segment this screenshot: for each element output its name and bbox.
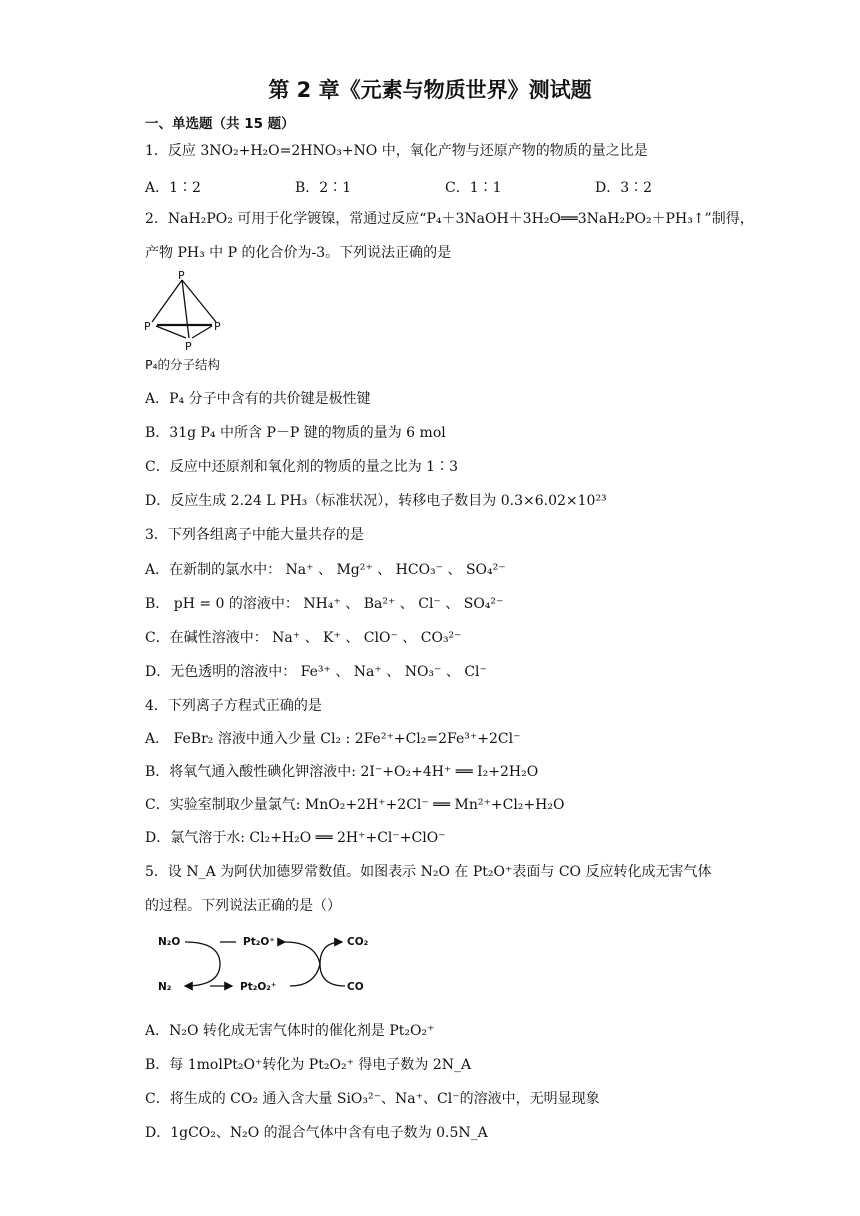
- section-heading: 一、单选题（共 15 题）: [145, 116, 295, 132]
- question-2-option-a: A．P₄ 分子中含有的共价键是极性键: [145, 391, 371, 407]
- p4-atom-bottom: P: [185, 340, 192, 353]
- p4-atom-left: P: [144, 320, 151, 333]
- label-co: CO: [347, 981, 364, 993]
- question-1-option-b: B．2∶1: [295, 180, 352, 196]
- question-2-stem-line2: 产物 PH₃ 中 P 的化合价为-3。下列说法正确的是: [145, 245, 452, 261]
- label-pt2o: Pt₂O⁺: [243, 936, 275, 948]
- p4-atom-top: P: [178, 269, 185, 282]
- question-3-option-b: B． pH = 0 的溶液中： NH₄⁺ 、 Ba²⁺ 、 Cl⁻ 、 SO₄²⁻: [145, 596, 504, 612]
- document-title: 第 2 章《元素与物质世界》测试题: [268, 78, 592, 102]
- question-4-option-a: A． FeBr₂ 溶液中通入少量 Cl₂ : 2Fe²⁺+Cl₂=2Fe³⁺+2Cl⁻: [145, 731, 521, 747]
- question-3-option-c: C．在碱性溶液中： Na⁺ 、 K⁺ 、 ClO⁻ 、 CO₃²⁻: [145, 630, 462, 646]
- question-4-option-b: B．将氧气通入酸性碘化钾溶液中: 2I⁻+O₂+4H⁺ ══ I₂+2H₂O: [145, 764, 539, 780]
- question-2-option-b: B．31g P₄ 中所含 P－P 键的物质的量为 6 mol: [145, 425, 446, 441]
- question-1-option-a: A．1∶2: [145, 180, 201, 196]
- p4-atom-right: P: [214, 320, 221, 333]
- question-1-option-c: C．1∶1: [445, 180, 502, 196]
- question-5-option-a: A．N₂O 转化成无害气体时的催化剂是 Pt₂O₂⁺: [145, 1023, 435, 1039]
- p4-molecule-figure: [140, 268, 240, 358]
- question-5-option-b: B．每 1molPt₂O⁺转化为 Pt₂O₂⁺ 得电子数为 2N_A: [145, 1057, 472, 1073]
- question-4-stem: 4．下列离子方程式正确的是: [145, 698, 322, 714]
- label-n2o: N₂O: [158, 936, 181, 948]
- question-5-stem-line1: 5．设 N_A 为阿伏加德罗常数值。如图表示 N₂O 在 Pt₂O⁺表面与 CO 反应转化成无害气体: [145, 864, 712, 880]
- question-5-option-c: C．将生成的 CO₂ 通入含大量 SiO₃²⁻、Na⁺、Cl⁻的溶液中，无明显现象: [145, 1091, 600, 1107]
- question-3-option-d: D．无色透明的溶液中： Fe³⁺ 、 Na⁺ 、 NO₃⁻ 、 Cl⁻: [145, 664, 487, 680]
- p4-figure-caption: P₄的分子结构: [145, 357, 221, 372]
- catalytic-cycle-figure: [140, 924, 390, 1004]
- question-5-option-d: D．1gCO₂、N₂O 的混合气体中含有电子数为 0.5N_A: [145, 1125, 488, 1141]
- question-3-option-a: A．在新制的氯水中： Na⁺ 、 Mg²⁺ 、 HCO₃⁻ 、 SO₄²⁻: [145, 562, 506, 578]
- label-co2: CO₂: [347, 936, 369, 948]
- question-1-option-d: D．3∶2: [595, 180, 653, 196]
- label-pt2o2: Pt₂O₂⁺: [240, 981, 277, 993]
- label-n2: N₂: [158, 981, 172, 993]
- question-2-stem-line1: 2．NaH₂PO₂ 可用于化学镀镍，常通过反应“P₄＋3NaOH＋3H₂O══3NaH₂PO₂＋PH₃↑”制得，: [145, 211, 754, 227]
- question-4-option-c: C．实验室制取少量氯气: MnO₂+2H⁺+2Cl⁻ ══ Mn²⁺+Cl₂+H₂O: [145, 797, 565, 813]
- question-5-stem-line2: 的过程。下列说法正确的是（）: [145, 898, 341, 914]
- question-3-stem: 3．下列各组离子中能大量共存的是: [145, 527, 364, 543]
- question-4-option-d: D．氯气溶于水: Cl₂+H₂O ══ 2H⁺+Cl⁻+ClO⁻: [145, 830, 446, 846]
- question-2-option-c: C．反应中还原剂和氧化剂的物质的量之比为 1∶3: [145, 459, 458, 475]
- question-1-stem: 1．反应 3NO₂+H₂O=2HNO₃+NO 中，氧化产物与还原产物的物质的量之比是: [145, 143, 648, 159]
- question-2-option-d: D．反应生成 2.24 L PH₃（标准状况），转移电子数目为 0.3×6.02×10²³: [145, 493, 607, 509]
